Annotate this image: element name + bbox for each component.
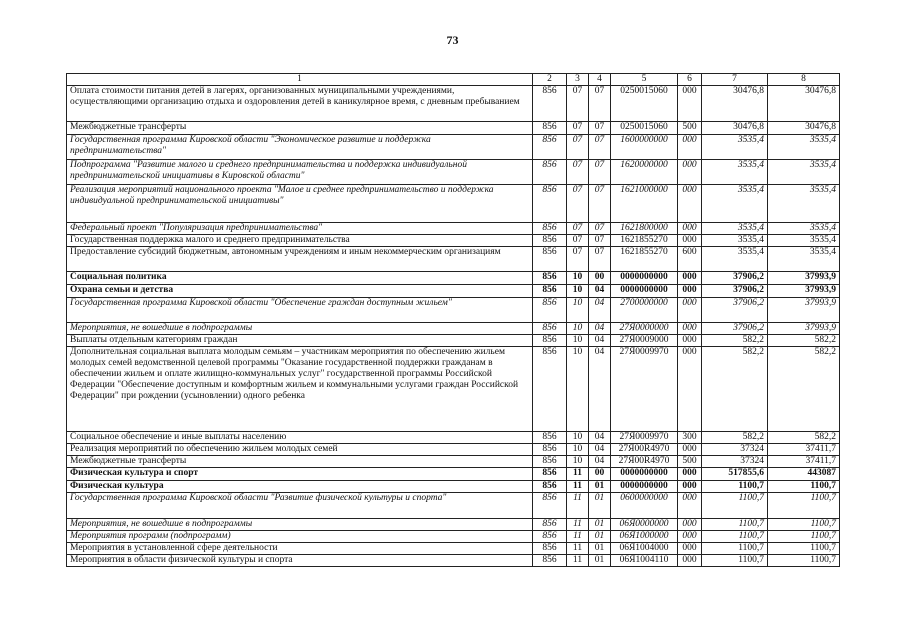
row-amount-year1-cell: 30476,8 [702,86,768,122]
row-amount-year2-cell: 3535,4 [768,160,840,185]
row-ministry-code-cell: 856 [533,86,567,122]
row-amount-year1-cell: 3535,4 [702,135,768,160]
row-expense-type-cell: 000 [678,519,702,531]
row-amount-year1-cell: 1100,7 [702,481,768,493]
row-target-article-cell: 27Я00R4970 [611,456,678,468]
row-expense-type-cell: 000 [678,272,702,285]
row-amount-year1-cell: 3535,4 [702,235,768,247]
row-expense-type-cell: 000 [678,481,702,493]
row-amount-year2-cell: 30476,8 [768,86,840,122]
row-name-cell: Мероприятия в установленной сфере деятельности [67,543,533,555]
row-ministry-code-cell: 856 [533,185,567,223]
row-amount-year1-cell: 37906,2 [702,323,768,335]
row-section-cell: 10 [567,298,589,323]
row-amount-year2-cell: 582,2 [768,432,840,444]
row-amount-year2-cell: 3535,4 [768,185,840,223]
row-subsection-cell: 07 [589,247,611,272]
row-name-cell: Предоставление субсидий бюджетным, автономным учреждениям и иным некоммерческим организациям [67,247,533,272]
table-row [67,456,840,468]
row-name-cell: Мероприятия программ (подпрограмм) [67,531,533,543]
row-section-cell: 10 [567,285,589,298]
row-amount-year2-cell: 1100,7 [768,531,840,543]
row-amount-year1-cell: 37324 [702,444,768,456]
table-row [67,493,840,519]
row-ministry-code-cell: 856 [533,247,567,272]
row-name-cell: Подпрограмма "Развитие малого и среднего предпринимательства и поддержка индивидуальной предпринимательской инициативы в Кировской области" [67,160,533,185]
row-target-article-cell: 2700000000 [611,298,678,323]
row-ministry-code-cell: 856 [533,135,567,160]
row-expense-type-cell: 500 [678,456,702,468]
row-ministry-code-cell: 856 [533,519,567,531]
row-target-article-cell: 1621000000 [611,185,678,223]
row-name-cell: Физическая культура и спорт [67,468,533,481]
row-amount-year1-cell: 3535,4 [702,223,768,235]
row-amount-year2-cell: 37411,7 [768,456,840,468]
row-name-cell: Мероприятия, не вошедшие в подпрограммы [67,519,533,531]
row-amount-year1-cell: 517855,6 [702,468,768,481]
row-expense-type-cell: 000 [678,135,702,160]
row-amount-year2-cell: 30476,8 [768,122,840,135]
row-ministry-code-cell: 856 [533,335,567,347]
row-name-cell: Физическая культура [67,481,533,493]
row-amount-year2-cell: 37993,9 [768,285,840,298]
row-section-cell: 07 [567,86,589,122]
table-row [67,135,840,160]
row-name-cell: Государственная программа Кировской области "Экономическое развитие и поддержка предпринимательства" [67,135,533,160]
row-amount-year1-cell: 3535,4 [702,247,768,272]
row-subsection-cell: 01 [589,531,611,543]
column-header: 4 [589,74,611,86]
row-amount-year1-cell: 1100,7 [702,531,768,543]
row-amount-year2-cell: 1100,7 [768,481,840,493]
row-target-article-cell: 06Я1004000 [611,543,678,555]
row-subsection-cell: 04 [589,456,611,468]
row-section-cell: 10 [567,335,589,347]
table-row [67,468,840,481]
row-name-cell: Социальная политика [67,272,533,285]
row-target-article-cell: 0000000000 [611,285,678,298]
table-row [67,543,840,555]
row-name-cell: Реализация мероприятий национального проекта "Малое и среднее предпринимательство и поддержка индивидуальной предпринимательской инициативы" [67,185,533,223]
header-row [67,74,840,86]
row-expense-type-cell: 000 [678,86,702,122]
row-amount-year2-cell: 37993,9 [768,323,840,335]
row-amount-year1-cell: 37906,2 [702,285,768,298]
row-amount-year1-cell: 3535,4 [702,160,768,185]
column-header: 3 [567,74,589,86]
row-target-article-cell: 0000000000 [611,481,678,493]
row-name-cell: Мероприятия в области физической культуры и спорта [67,555,533,567]
row-target-article-cell: 27Я00R4970 [611,444,678,456]
row-ministry-code-cell: 856 [533,444,567,456]
row-amount-year2-cell: 3535,4 [768,135,840,160]
row-section-cell: 10 [567,456,589,468]
row-expense-type-cell: 000 [678,285,702,298]
row-name-cell: Государственная поддержка малого и среднего предпринимательства [67,235,533,247]
row-section-cell: 11 [567,481,589,493]
row-subsection-cell: 07 [589,86,611,122]
row-expense-type-cell: 600 [678,247,702,272]
row-amount-year2-cell: 37993,9 [768,298,840,323]
row-expense-type-cell: 000 [678,160,702,185]
table-row [67,160,840,185]
row-target-article-cell: 0250015060 [611,86,678,122]
row-section-cell: 11 [567,531,589,543]
row-target-article-cell: 27Я0009970 [611,432,678,444]
row-amount-year2-cell: 1100,7 [768,555,840,567]
row-ministry-code-cell: 856 [533,323,567,335]
row-ministry-code-cell: 856 [533,122,567,135]
row-name-cell: Дополнительная социальная выплата молодым семьям – участникам мероприятия по обеспечению жильем молодых семей ведомственной целевой программы "Оказание государственной поддержки гражданам в обеспечении жильем и оплате жилищно-коммунальных услуг" государственной программы Российской Федерации "Обеспечение доступным и комфортным жильем и коммунальными услугами граждан Российской Федерации" при рождении (усыновлении) одного ребенка [67,347,533,432]
table-row [67,323,840,335]
table-row [67,335,840,347]
row-target-article-cell: 0250015060 [611,122,678,135]
row-ministry-code-cell: 856 [533,555,567,567]
row-subsection-cell: 04 [589,285,611,298]
row-subsection-cell: 07 [589,235,611,247]
row-subsection-cell: 07 [589,135,611,160]
row-name-cell: Выплаты отдельным категориям граждан [67,335,533,347]
row-subsection-cell: 00 [589,272,611,285]
table-row [67,247,840,272]
row-amount-year2-cell: 3535,4 [768,235,840,247]
row-subsection-cell: 04 [589,298,611,323]
row-subsection-cell: 04 [589,323,611,335]
row-subsection-cell: 04 [589,347,611,432]
row-subsection-cell: 01 [589,519,611,531]
row-expense-type-cell: 000 [678,298,702,323]
row-subsection-cell: 07 [589,122,611,135]
row-expense-type-cell: 500 [678,122,702,135]
row-ministry-code-cell: 856 [533,468,567,481]
row-amount-year1-cell: 582,2 [702,335,768,347]
row-amount-year1-cell: 1100,7 [702,493,768,519]
row-section-cell: 10 [567,272,589,285]
row-target-article-cell: 1620000000 [611,160,678,185]
row-expense-type-cell: 000 [678,555,702,567]
table-row [67,531,840,543]
row-amount-year2-cell: 443087 [768,468,840,481]
row-section-cell: 07 [567,223,589,235]
row-target-article-cell: 06Я1000000 [611,531,678,543]
row-section-cell: 10 [567,323,589,335]
table-row [67,272,840,285]
row-target-article-cell: 27Я0009970 [611,347,678,432]
table-row [67,555,840,567]
row-amount-year1-cell: 1100,7 [702,543,768,555]
row-ministry-code-cell: 856 [533,223,567,235]
row-ministry-code-cell: 856 [533,456,567,468]
row-subsection-cell: 01 [589,493,611,519]
column-header: 2 [533,74,567,86]
row-expense-type-cell: 300 [678,432,702,444]
row-name-cell: Охрана семьи и детства [67,285,533,298]
row-amount-year2-cell: 37993,9 [768,272,840,285]
table-row [67,444,840,456]
row-section-cell: 11 [567,543,589,555]
row-section-cell: 07 [567,247,589,272]
row-amount-year2-cell: 582,2 [768,347,840,432]
row-amount-year2-cell: 1100,7 [768,519,840,531]
row-name-cell: Межбюджетные трансферты [67,456,533,468]
row-section-cell: 10 [567,444,589,456]
row-amount-year2-cell: 1100,7 [768,493,840,519]
row-expense-type-cell: 000 [678,531,702,543]
row-section-cell: 11 [567,519,589,531]
row-name-cell: Федеральный проект "Популяризация предпринимательства" [67,223,533,235]
row-section-cell: 11 [567,493,589,519]
budget-table [66,73,840,567]
row-ministry-code-cell: 856 [533,531,567,543]
row-target-article-cell: 1621855270 [611,247,678,272]
row-target-article-cell: 06Я1004110 [611,555,678,567]
row-ministry-code-cell: 856 [533,160,567,185]
row-target-article-cell: 27Я0000000 [611,323,678,335]
row-subsection-cell: 07 [589,185,611,223]
row-name-cell: Реализация мероприятий по обеспечению жильем молодых семей [67,444,533,456]
row-amount-year2-cell: 582,2 [768,335,840,347]
row-expense-type-cell: 000 [678,444,702,456]
row-target-article-cell: 0000000000 [611,272,678,285]
row-target-article-cell: 27Я0009000 [611,335,678,347]
row-amount-year1-cell: 30476,8 [702,122,768,135]
row-target-article-cell: 1621855270 [611,235,678,247]
row-section-cell: 07 [567,122,589,135]
row-subsection-cell: 04 [589,444,611,456]
column-header: 7 [702,74,768,86]
row-ministry-code-cell: 856 [533,235,567,247]
table-row [67,235,840,247]
row-target-article-cell: 0600000000 [611,493,678,519]
column-header: 6 [678,74,702,86]
page-number: 73 [446,33,459,47]
row-amount-year2-cell: 37411,7 [768,444,840,456]
table-row [67,122,840,135]
row-ministry-code-cell: 856 [533,493,567,519]
row-subsection-cell: 04 [589,335,611,347]
column-header: 5 [611,74,678,86]
row-section-cell: 11 [567,468,589,481]
row-subsection-cell: 04 [589,432,611,444]
row-section-cell: 07 [567,135,589,160]
table-row [67,432,840,444]
row-subsection-cell: 01 [589,555,611,567]
row-amount-year1-cell: 37906,2 [702,298,768,323]
row-subsection-cell: 01 [589,543,611,555]
row-section-cell: 07 [567,235,589,247]
row-ministry-code-cell: 856 [533,298,567,323]
row-name-cell: Межбюджетные трансферты [67,122,533,135]
row-section-cell: 10 [567,347,589,432]
row-amount-year1-cell: 37906,2 [702,272,768,285]
row-amount-year2-cell: 3535,4 [768,247,840,272]
row-subsection-cell: 07 [589,223,611,235]
row-expense-type-cell: 000 [678,493,702,519]
table-row [67,481,840,493]
row-amount-year1-cell: 3535,4 [702,185,768,223]
row-ministry-code-cell: 856 [533,432,567,444]
row-name-cell: Государственная программа Кировской области "Обеспечение граждан доступным жильем" [67,298,533,323]
row-section-cell: 10 [567,432,589,444]
table-row [67,347,840,432]
column-header: 1 [67,74,533,86]
row-expense-type-cell: 000 [678,323,702,335]
row-ministry-code-cell: 856 [533,543,567,555]
row-expense-type-cell: 000 [678,347,702,432]
row-expense-type-cell: 000 [678,185,702,223]
row-target-article-cell: 06Я0000000 [611,519,678,531]
row-amount-year1-cell: 1100,7 [702,519,768,531]
row-ministry-code-cell: 856 [533,481,567,493]
row-subsection-cell: 01 [589,481,611,493]
row-name-cell: Мероприятия, не вошедшие в подпрограммы [67,323,533,335]
row-section-cell: 11 [567,555,589,567]
row-target-article-cell: 1600000000 [611,135,678,160]
row-expense-type-cell: 000 [678,468,702,481]
row-amount-year1-cell: 582,2 [702,347,768,432]
row-target-article-cell: 0000000000 [611,468,678,481]
row-subsection-cell: 07 [589,160,611,185]
table-row [67,298,840,323]
table-body [67,86,840,567]
row-ministry-code-cell: 856 [533,347,567,432]
table-row [67,285,840,298]
row-amount-year1-cell: 37324 [702,456,768,468]
row-expense-type-cell: 000 [678,223,702,235]
table-row [67,223,840,235]
table-row [67,519,840,531]
row-ministry-code-cell: 856 [533,285,567,298]
table-row [67,86,840,122]
row-section-cell: 07 [567,185,589,223]
row-name-cell: Оплата стоимости питания детей в лагерях, организованных муниципальными учреждениями, осуществляющими организацию отдыха и оздоровления детей в каникулярное время, с дневным пребыванием [67,86,533,122]
row-expense-type-cell: 000 [678,235,702,247]
row-amount-year2-cell: 3535,4 [768,223,840,235]
column-header: 8 [768,74,840,86]
row-amount-year2-cell: 1100,7 [768,543,840,555]
row-amount-year1-cell: 1100,7 [702,555,768,567]
row-target-article-cell: 1621800000 [611,223,678,235]
row-expense-type-cell: 000 [678,335,702,347]
table-row [67,185,840,223]
row-section-cell: 07 [567,160,589,185]
row-expense-type-cell: 000 [678,543,702,555]
row-amount-year1-cell: 582,2 [702,432,768,444]
row-name-cell: Государственная программа Кировской области "Развитие физической культуры и спорта" [67,493,533,519]
row-ministry-code-cell: 856 [533,272,567,285]
row-subsection-cell: 00 [589,468,611,481]
row-name-cell: Социальное обеспечение и иные выплаты населению [67,432,533,444]
